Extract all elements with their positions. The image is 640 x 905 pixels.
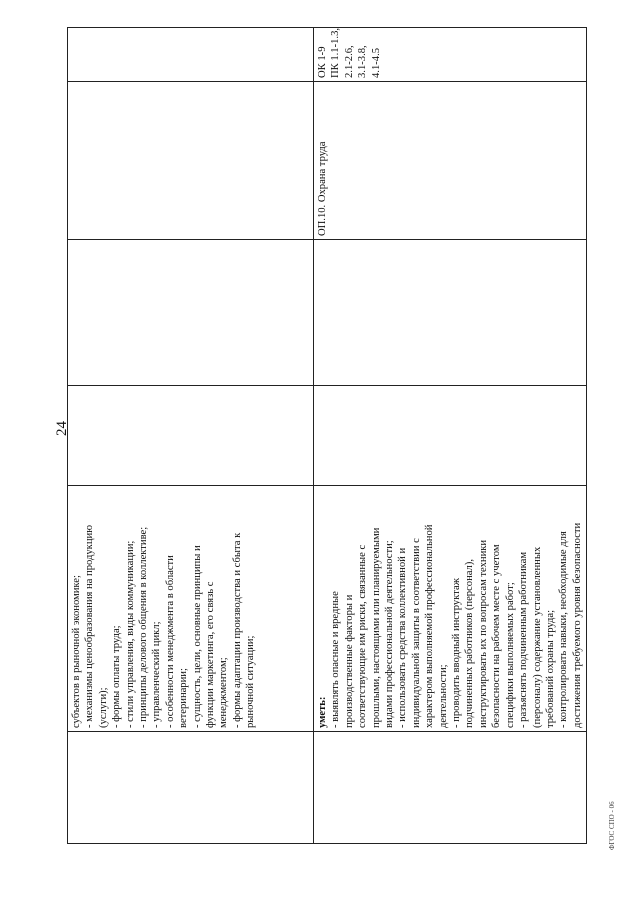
curriculum-table-frame — [67, 28, 583, 844]
hours-cell — [68, 386, 314, 486]
content-line: - использовать средства коллективной и — [397, 547, 409, 728]
content-line: - контролировать навыки, необходимые для — [558, 531, 570, 728]
discipline-cell — [314, 82, 587, 240]
competency-code: ПК 1.1-1.3, — [330, 27, 342, 78]
content-line: менеджментом; — [218, 657, 230, 728]
content-line: субъектов в рыночной экономике; — [71, 575, 82, 728]
competency-codes — [316, 27, 383, 78]
competency-code: 2.1-2.6, — [343, 45, 355, 78]
content-line: рыночной ситуации; — [245, 635, 257, 728]
content-line: (услуги); — [97, 687, 109, 728]
content-cell — [68, 486, 314, 732]
discipline-cell — [68, 82, 314, 240]
content-line: - стили управления, виды коммуникации; — [124, 540, 136, 728]
competency-cell — [314, 28, 587, 82]
discipline-name: ОП.10. Охрана труда — [317, 141, 328, 236]
content-line: (персоналу) содержание установленных — [531, 546, 543, 728]
content-line: прошлыми, настоящими или планируемыми — [370, 527, 382, 728]
content-line: требований охраны труда; — [544, 609, 556, 728]
content-line: - разъяснять подчиненным работникам — [518, 551, 530, 728]
content-line: ветеринарии; — [178, 668, 190, 728]
content-line: инструктировать их по вопросам техники — [477, 539, 489, 728]
content-line: индивидуальной защиты в соответствии с — [410, 538, 422, 728]
competency-code: 3.1-3.8, — [357, 45, 369, 78]
content-line: достижения требуемого уровня безопасности — [571, 522, 583, 728]
content-line: деятельности; — [437, 664, 449, 728]
content-line: специфики выполняемых работ; — [504, 582, 516, 728]
competency-cell — [68, 28, 314, 82]
content-line: безопасности на рабочем месте с учетом — [491, 544, 503, 728]
table-row — [314, 28, 587, 844]
content-line: характером выполняемой профессиональной — [424, 524, 436, 728]
content-line: уметь: — [317, 696, 328, 728]
table-row — [68, 28, 314, 844]
content-line: - выявлять опасные и вредные — [330, 591, 342, 728]
curriculum-table — [67, 27, 587, 844]
content-line: - принципы делового общения в коллективе; — [138, 526, 150, 728]
hours-cell — [314, 240, 587, 386]
content-lines — [316, 489, 584, 728]
content-line: - формы адаптации производства и сбыта к — [231, 532, 243, 728]
content-line: - сущность, цели, основные принципы и — [191, 545, 203, 728]
index-cell — [314, 732, 587, 844]
content-line: производственные факторы и — [343, 594, 355, 728]
content-line: видами профессиональной деятельности; — [384, 540, 396, 728]
index-cell — [68, 732, 314, 844]
content-line: - проводить вводный инструктаж — [451, 578, 463, 728]
content-line: подчиненных работников (персонал), — [464, 558, 476, 728]
content-line: функции маркетинга, его связь с — [205, 581, 217, 728]
content-line: - особенности менеджмента в области — [164, 555, 176, 728]
content-line: - управленческий цикл; — [151, 621, 163, 728]
content-cell — [314, 486, 587, 732]
footer-mark: ФГОС СПО - 06 — [608, 801, 616, 850]
content-line: - формы оплаты труда; — [111, 625, 123, 728]
competency-code: ОК 1-9 — [317, 46, 328, 78]
page-number: 24 — [54, 421, 70, 436]
competency-code: 4.1-4.5 — [370, 47, 382, 78]
content-line: - механизмы ценообразования на продукцию — [84, 524, 96, 728]
hours-cell — [314, 386, 587, 486]
content-lines — [70, 489, 258, 728]
content-line: соответствующие им риски, связанные с — [357, 544, 369, 728]
hours-cell — [68, 240, 314, 386]
